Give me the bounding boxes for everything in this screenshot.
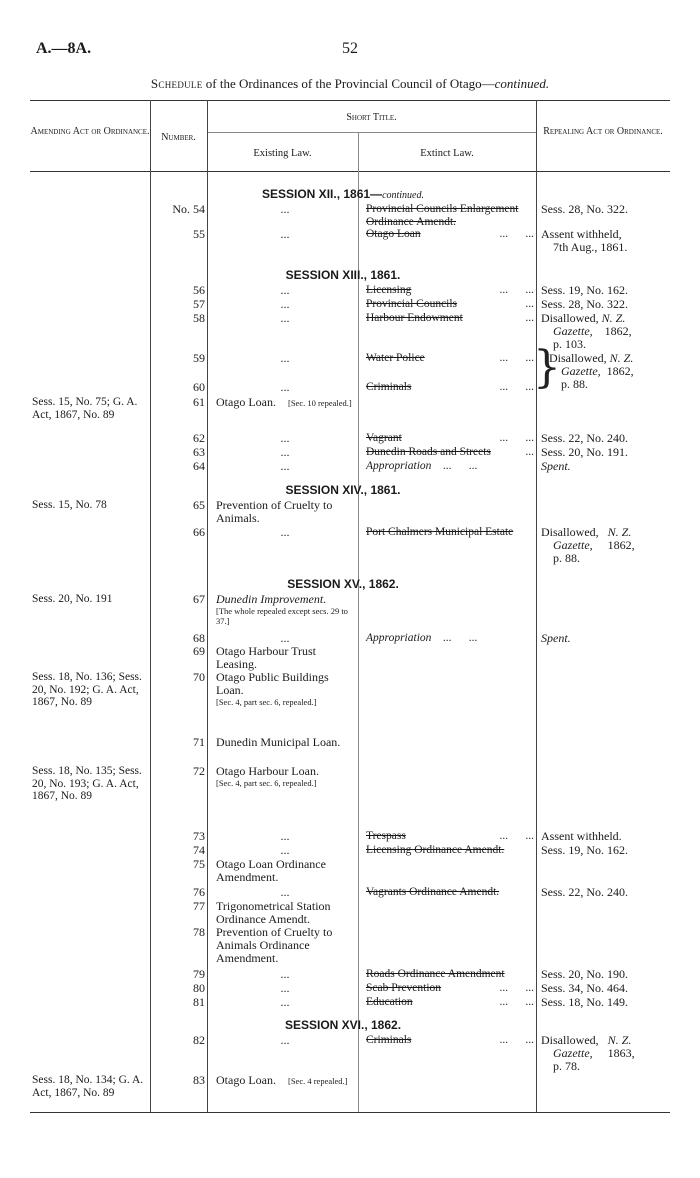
session-label: SESSION XII., 1861— xyxy=(262,187,383,201)
short-title-rule xyxy=(207,132,536,133)
ordinance-number: 72 xyxy=(193,764,205,778)
extinct-law: Appropriation ... ... xyxy=(366,632,478,644)
ordinance-number: 74 xyxy=(193,843,205,857)
ordinance-number: 67 xyxy=(193,592,205,606)
col-number: Number. xyxy=(161,132,196,143)
amending-act: Sess. 18, No. 136; Sess. 20, No. 192; G. A. Act, 1867, No. 89 xyxy=(32,671,142,708)
repealing-act: Assent withheld, 7th Aug., 1861. xyxy=(541,227,628,254)
existing-law: Otago Harbour Trust Leasing. xyxy=(216,644,317,671)
session-heading: SESSION XIII., 1861. xyxy=(285,268,401,282)
page-id: A.—8A. xyxy=(36,40,92,57)
ordinance-number: 83 xyxy=(193,1073,205,1087)
extinct-law: Education ... ... xyxy=(366,996,534,1008)
repealing-act: Spent. xyxy=(541,631,571,645)
existing-law: ... xyxy=(280,981,290,995)
repealing-act: Spent. xyxy=(541,459,571,473)
table-bottom-rule xyxy=(30,1112,670,1113)
extinct-law: Vagrants Ordinance Amendt. xyxy=(366,886,500,898)
repealing-act: Sess. 28, No. 322. xyxy=(541,297,629,311)
ordinance-number: 68 xyxy=(193,631,205,645)
repealing-act: Disallowed, N. Z. Gazette, 1862, p. 88. xyxy=(549,351,634,391)
extinct-law: Appropriation ... ... xyxy=(366,460,478,472)
repealing-act: Sess. 28, No. 322. xyxy=(541,202,629,216)
existing-law: ... xyxy=(280,297,290,311)
existing-law: Otago Loan. [Sec. 4 repealed.] xyxy=(216,1073,348,1087)
session-continued: continued. xyxy=(382,190,424,201)
title-continued: continued. xyxy=(494,76,550,91)
existing-law: ... xyxy=(280,967,290,981)
repealing-act: Disallowed, N. Z. Gazette, 1862, p. 88. xyxy=(541,525,635,565)
title-prefix: Schedule xyxy=(150,76,203,91)
extinct-law: Harbour Endowment ... xyxy=(366,312,534,324)
existing-law: ... xyxy=(280,829,290,843)
existing-law: ... xyxy=(280,445,290,459)
existing-law: ... xyxy=(280,525,290,539)
repealing-act: Sess. 19, No. 162. xyxy=(541,843,629,857)
ordinance-number: 71 xyxy=(193,735,205,749)
brace: } xyxy=(533,342,561,393)
repealing-act: Assent withheld. xyxy=(541,829,622,843)
existing-law: ... xyxy=(280,283,290,297)
ordinance-number: 78 xyxy=(193,925,205,939)
existing-law: Prevention of Cruelty to Animals. xyxy=(216,498,333,525)
title-main: of the Ordinances of the Provincial Council of Otago— xyxy=(205,76,495,91)
repealing-act: Disallowed, N. Z. Gazette, 1862, p. 103. xyxy=(541,311,632,351)
ordinance-number: No. 54 xyxy=(172,202,205,216)
ordinance-number: 76 xyxy=(193,885,205,899)
extinct-law: Port Chalmers Municipal Estate xyxy=(366,526,514,538)
ordinance-number: 63 xyxy=(193,445,205,459)
extinct-law: Licensing Ordinance Amendt. xyxy=(366,844,505,856)
repealing-act: Sess. 19, No. 162. xyxy=(541,283,629,297)
ordinance-number: 61 xyxy=(193,395,205,409)
col-divider-2 xyxy=(207,100,208,1112)
repealing-act: Sess. 22, No. 240. xyxy=(541,431,629,445)
repealing-act: Sess. 34, No. 464. xyxy=(541,981,629,995)
extinct-law: Provincial Councils ... xyxy=(366,298,534,310)
ordinance-number: 82 xyxy=(193,1033,205,1047)
col-amending: Amending Act or Ordinance. xyxy=(30,126,150,137)
extinct-law: Provincial Councils Enlargement Ordinance Amendt. xyxy=(366,203,519,228)
existing-law: ... xyxy=(280,631,290,645)
table-top-rule xyxy=(30,100,670,101)
repealing-act: Sess. 20, No. 191. xyxy=(541,445,629,459)
ordinance-number: 57 xyxy=(193,297,205,311)
existing-law: ... xyxy=(280,380,290,394)
extinct-law: Trespass ... ... xyxy=(366,830,534,842)
amending-act: Sess. 18, No. 135; Sess. 20, No. 193; G. A. Act, 1867, No. 89 xyxy=(32,765,142,802)
existing-law: ... xyxy=(280,459,290,473)
existing-law: ... xyxy=(280,311,290,325)
col-divider-4 xyxy=(536,100,537,1112)
extinct-law: Water Police ... ... xyxy=(366,352,534,364)
extinct-law: Scab Prevention ... ... xyxy=(366,982,534,994)
col-existing: Existing Law. xyxy=(253,148,312,159)
ordinance-number: 81 xyxy=(193,995,205,1009)
ordinance-number: 65 xyxy=(193,498,205,512)
col-divider-1 xyxy=(150,100,151,1112)
ordinance-number: 69 xyxy=(193,644,205,658)
extinct-law: Licensing ... ... xyxy=(366,284,534,296)
session-heading xyxy=(150,187,536,201)
ordinance-number: 58 xyxy=(193,311,205,325)
existing-law: Dunedin Municipal Loan. xyxy=(216,735,341,749)
ordinance-number: 60 xyxy=(193,380,205,394)
ordinance-number: 70 xyxy=(193,670,205,684)
repealing-act: Disallowed, N. Z. Gazette, 1863, p. 78. xyxy=(541,1033,635,1073)
ordinance-number: 77 xyxy=(193,899,205,913)
ordinance-number: 55 xyxy=(193,227,205,241)
amending-act: Sess. 15, No. 78 xyxy=(32,499,107,511)
session-heading: SESSION XIV., 1861. xyxy=(285,483,401,497)
existing-law: ... xyxy=(280,843,290,857)
existing-law: ... xyxy=(280,227,290,241)
existing-law: ... xyxy=(280,995,290,1009)
existing-law: ... xyxy=(280,202,290,216)
session-heading: SESSION XV., 1862. xyxy=(287,577,399,591)
col-repealing: Repealing Act or Ordinance. xyxy=(543,126,663,137)
ordinance-number: 73 xyxy=(193,829,205,843)
existing-law: Otago Harbour Loan. [Sec. 4, part sec. 6, repealed.] xyxy=(216,764,319,788)
extinct-law: Roads Ordinance Amendment xyxy=(366,968,505,980)
amending-act: Sess. 20, No. 191 xyxy=(32,593,113,605)
existing-law: ... xyxy=(280,885,290,899)
extinct-law: Criminals ... ... xyxy=(366,1034,534,1046)
col-extinct: Extinct Law. xyxy=(420,148,474,159)
existing-law: Prevention of Cruelty to Animals Ordinance Amendment. xyxy=(216,925,333,965)
repealing-act: Sess. 22, No. 240. xyxy=(541,885,629,899)
extinct-law: Criminals ... ... xyxy=(366,381,534,393)
col-short-title: Short Title. xyxy=(346,112,397,123)
header-bottom-rule xyxy=(30,171,670,172)
extinct-law: Otago Loan ... ... xyxy=(366,228,534,240)
extinct-law: Dunedin Roads and Streets ... xyxy=(366,446,534,458)
existing-law: Dunedin Improvement. [The whole repealed except secs. 29 to 37.] xyxy=(216,592,348,626)
ordinance-number: 79 xyxy=(193,967,205,981)
ordinance-number: 64 xyxy=(193,459,205,473)
session-heading: SESSION XVI., 1862. xyxy=(284,1018,402,1032)
ordinance-number: 80 xyxy=(193,981,205,995)
existing-law: Otago Loan. [Sec. 10 repealed.] xyxy=(216,395,352,409)
existing-law: ... xyxy=(280,351,290,365)
repealing-act: Sess. 20, No. 190. xyxy=(541,967,629,981)
existing-law: Otago Public Buildings Loan. [Sec. 4, part sec. 6, repealed.] xyxy=(216,670,329,707)
schedule-title xyxy=(0,76,700,92)
ordinance-number: 62 xyxy=(193,431,205,445)
ordinance-number: 66 xyxy=(193,525,205,539)
existing-law: ... xyxy=(280,1033,290,1047)
amending-act: Sess. 18, No. 134; G. A. Act, 1867, No. 89 xyxy=(32,1074,144,1099)
page-number: 52 xyxy=(342,40,358,57)
existing-law: ... xyxy=(280,431,290,445)
existing-law: Otago Loan Ordinance Amendment. xyxy=(216,857,326,884)
repealing-act: Sess. 18, No. 149. xyxy=(541,995,629,1009)
ordinance-number: 56 xyxy=(193,283,205,297)
extinct-law: Vagrant ... ... xyxy=(366,432,534,444)
amending-act: Sess. 15, No. 75; G. A. Act, 1867, No. 89 xyxy=(32,396,138,421)
ordinance-number: 59 xyxy=(193,351,205,365)
existing-law: Trigonometrical Station Ordinance Amendt. xyxy=(216,899,331,926)
ordinance-number: 75 xyxy=(193,857,205,871)
